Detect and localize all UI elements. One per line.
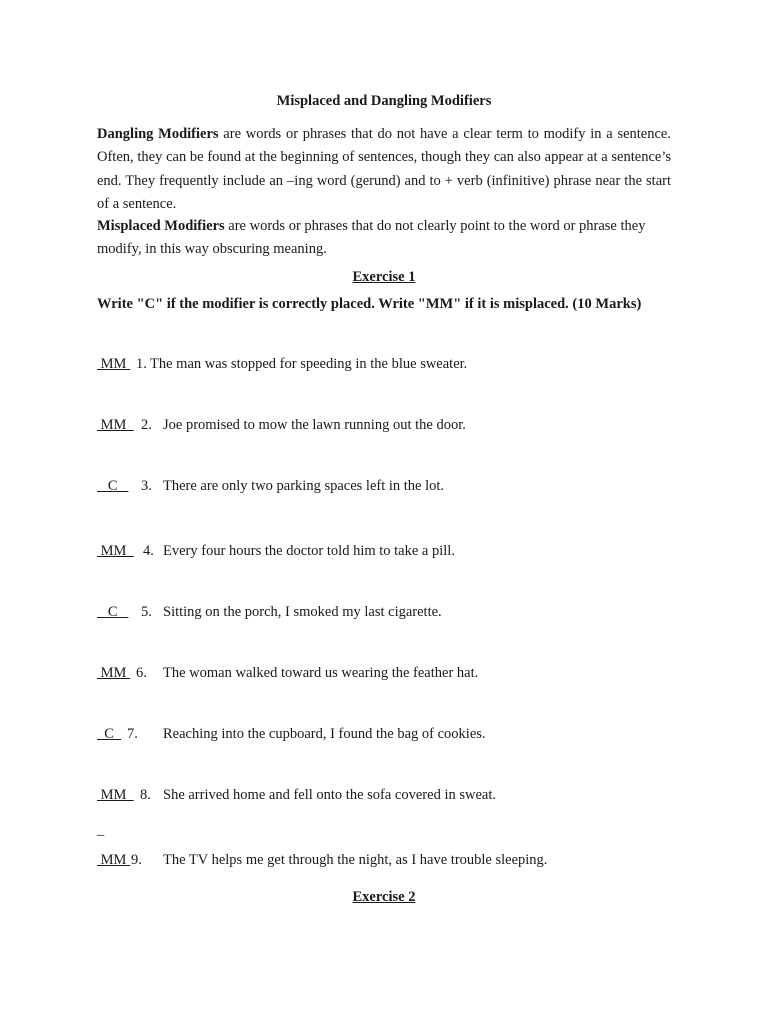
item-number: 6.	[136, 665, 147, 681]
item-sentence: Reaching into the cupboard, I found the bag of cookies.	[163, 726, 486, 742]
item-sentence: Joe promised to mow the lawn running out the door.	[163, 417, 466, 433]
item-sentence: The woman walked toward us wearing the feather hat.	[163, 665, 479, 681]
answer-blank: MM	[97, 665, 131, 681]
dangling-modifiers-term: Dangling Modifiers	[97, 126, 219, 142]
dangling-modifiers-paragraph	[97, 123, 671, 216]
misplaced-modifiers-term: Misplaced Modifiers	[97, 218, 225, 234]
stray-underscore-mark: _	[97, 822, 105, 838]
item-number: 7.	[127, 726, 138, 742]
item-number: 5.	[141, 604, 152, 620]
item-sentence: There are only two parking spaces left in the lot.	[163, 478, 445, 494]
item-number: 9.	[131, 852, 142, 868]
item-number: 2.	[141, 417, 152, 433]
item-sentence: The TV helps me get through the night, as I have trouble sleeping.	[163, 852, 548, 868]
item-number: 4.	[143, 543, 154, 559]
item-number: 8.	[140, 787, 151, 803]
item-sentence: Sitting on the porch, I smoked my last cigarette.	[163, 604, 442, 620]
misplaced-modifiers-definition: are words or phrases that do not clearly point to the word or phrase they modify, in this way obscuring meaning.	[97, 218, 646, 258]
item-number: 1.	[136, 356, 147, 372]
item-sentence: The man was stopped for speeding in the blue sweater.	[150, 356, 468, 372]
item-number: 3.	[141, 478, 152, 494]
answer-blank: MM	[97, 852, 131, 868]
item-sentence: She arrived home and fell onto the sofa covered in sweat.	[163, 787, 496, 803]
answer-blank: C	[97, 478, 129, 494]
page-title: Misplaced and Dangling Modifiers	[276, 93, 492, 109]
exercise-2-title: Exercise 2	[352, 889, 416, 905]
exercise-1-instructions: Write "C" if the modifier is correctly placed. Write "MM" if it is misplaced. (10 Marks)	[97, 296, 642, 312]
answer-blank: MM	[97, 417, 134, 433]
answer-blank: MM	[97, 356, 131, 372]
answer-blank: C	[97, 726, 122, 742]
item-sentence: Every four hours the doctor told him to take a pill.	[163, 543, 455, 559]
answer-blank: C	[97, 604, 129, 620]
dangling-modifiers-definition: are words or phrases that do not have a clear term to modify in a sentence. Often, they can be found at the beginning of sentences, though they can also appear at a sentence’s end. They frequently include an –ing word (gerund) and to + verb (infinitive) phrase near the start of a sentence.	[97, 126, 671, 212]
misplaced-modifiers-paragraph	[97, 215, 671, 262]
answer-blank: MM	[97, 543, 134, 559]
answer-blank: MM	[97, 787, 134, 803]
exercise-1-title: Exercise 1	[352, 269, 416, 285]
